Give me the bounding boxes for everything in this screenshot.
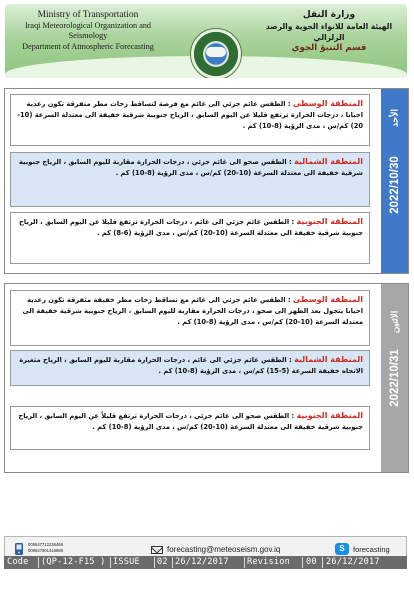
region-forecast-central xyxy=(10,94,370,146)
ministry-name-ar: وزارة النقل xyxy=(302,10,356,20)
region-forecast-text: : الطقس غائم جزئي الى غائم مع تساقط زخات مطر خفيفة متفرقة تكون رعدية احيانا يتحول بعد الظهر الى صحو ، درجات الحرارة مقاربة لليوم السابق ، الرياح جنوبية شرقية خفيفة الى معتدلة السرعة (10-20) كم/س ، مدى الرؤية (8-10) كم . xyxy=(22,296,363,326)
ministry-name-en: Ministry of Transportation xyxy=(37,10,139,20)
organization-name-ar: الهيئة العامة للانواء الجوية والرصد الزلزالي xyxy=(265,22,393,42)
region-name: المنطقة الشمالية xyxy=(294,157,363,166)
revision-number: 00 xyxy=(306,557,317,567)
region-forecast-north xyxy=(10,152,370,207)
day-name: الأحد xyxy=(389,109,399,128)
day-date: 2022/10/30 xyxy=(388,155,401,214)
day-date: 2022/10/31 xyxy=(388,349,401,407)
issue-date: 26/12/2017 xyxy=(175,557,229,567)
region-forecast-text: : الطقس صحو الى غائم جزئي ، درجات الحرارة ترتفع قليلاً عن اليوم السابق ، الرياح جنوبية شرقية خفيفة الى معتدلة السرعة (10-20) كم/س ، مدى الرؤية (8-10) كم . xyxy=(18,412,363,431)
document-code-bar xyxy=(4,556,407,569)
day-name: الاثنين xyxy=(389,310,399,333)
phone-icon xyxy=(12,542,26,556)
day-forecast-group xyxy=(4,283,409,473)
day-sidebar xyxy=(381,89,408,273)
day-sidebar xyxy=(381,284,408,472)
phone-number: 009647712236468 xyxy=(28,542,63,547)
region-forecast-text: : الطقس غائم جزئي الى غائم مع فرصة لتساقط زخات مطر متفرقة تكون رعدية احيانا ، درجات الحرارة ترتفع قليلا عن اليوم السابق ، الرياح جنوبية شرقية خفيفة الى معتدلة السرعة (10-20) كم/س ، مدى الرؤية (8-10) كم . xyxy=(17,100,363,130)
department-name-en: Department of Atmospheric Forecasting xyxy=(22,41,154,51)
issue-label: ISSUE xyxy=(113,557,140,567)
phone-number: 009647901416889 xyxy=(28,547,63,553)
region-name: المنطقة الجنوبية xyxy=(296,217,363,226)
region-name: المنطقة الجنوبية xyxy=(296,411,363,420)
contact-email-link[interactable]: forecasting@meteoseism.gov.iq xyxy=(167,545,281,554)
letterhead xyxy=(5,4,407,78)
region-forecast-text: : الطقس غائم جزئي الى غائم ، درجات الحرارة مقاربة لليوم السابق ، الرياح متغيرة الاتجاه خفيفة السرعة (5-15) كم/س ، مدى الرؤية (8-10) كم . xyxy=(19,356,363,375)
region-forecast-south xyxy=(10,212,370,264)
region-name: المنطقة الشمالية xyxy=(294,355,363,364)
header-arabic xyxy=(259,10,399,54)
region-forecast-central xyxy=(10,290,370,346)
revision-label: Revision xyxy=(247,557,290,567)
code-label: Code xyxy=(7,557,29,567)
region-forecast-text: : الطقس صحو الى غائم جزئي ، درجات الحرارة مقاربة لليوم السابق ، الرياح جنوبية شرقية خفيفة الى معتدلة السرعة (10-20) كم/س ، مدى الرؤية (8-10) كم . xyxy=(18,158,363,177)
day-forecast-group xyxy=(4,88,409,274)
region-forecast-south xyxy=(10,406,370,450)
region-forecast-text: : الطقس غائم جزئي الى غائم ، درجات الحرارة ترتفع قليلا عن اليوم السابق ، الرياح جنوبية شرقية خفيفة الى معتدلة السرعة (10-20) كم/س ، مدى الرؤية (6-8) كم . xyxy=(19,218,363,237)
code-value: (QP-12-F15 ) xyxy=(41,557,106,567)
issue-number: 02 xyxy=(157,557,168,567)
organization-logo xyxy=(190,28,242,78)
region-name: المنطقة الوسطى xyxy=(292,295,363,304)
phone-numbers xyxy=(28,542,63,553)
skype-contact[interactable]: forecasting xyxy=(353,545,390,554)
revision-date: 26/12/2017 xyxy=(326,557,380,567)
envelope-icon xyxy=(151,546,163,554)
skype-icon: S xyxy=(335,543,349,555)
header-english xyxy=(13,10,163,52)
region-name: المنطقة الوسطى xyxy=(292,99,363,108)
region-forecast-north xyxy=(10,350,370,386)
department-name-ar: قسم التنبؤ الجوي xyxy=(291,43,367,53)
organization-name-en: Iraqi Meteorological Organization and Seismology xyxy=(24,20,152,40)
